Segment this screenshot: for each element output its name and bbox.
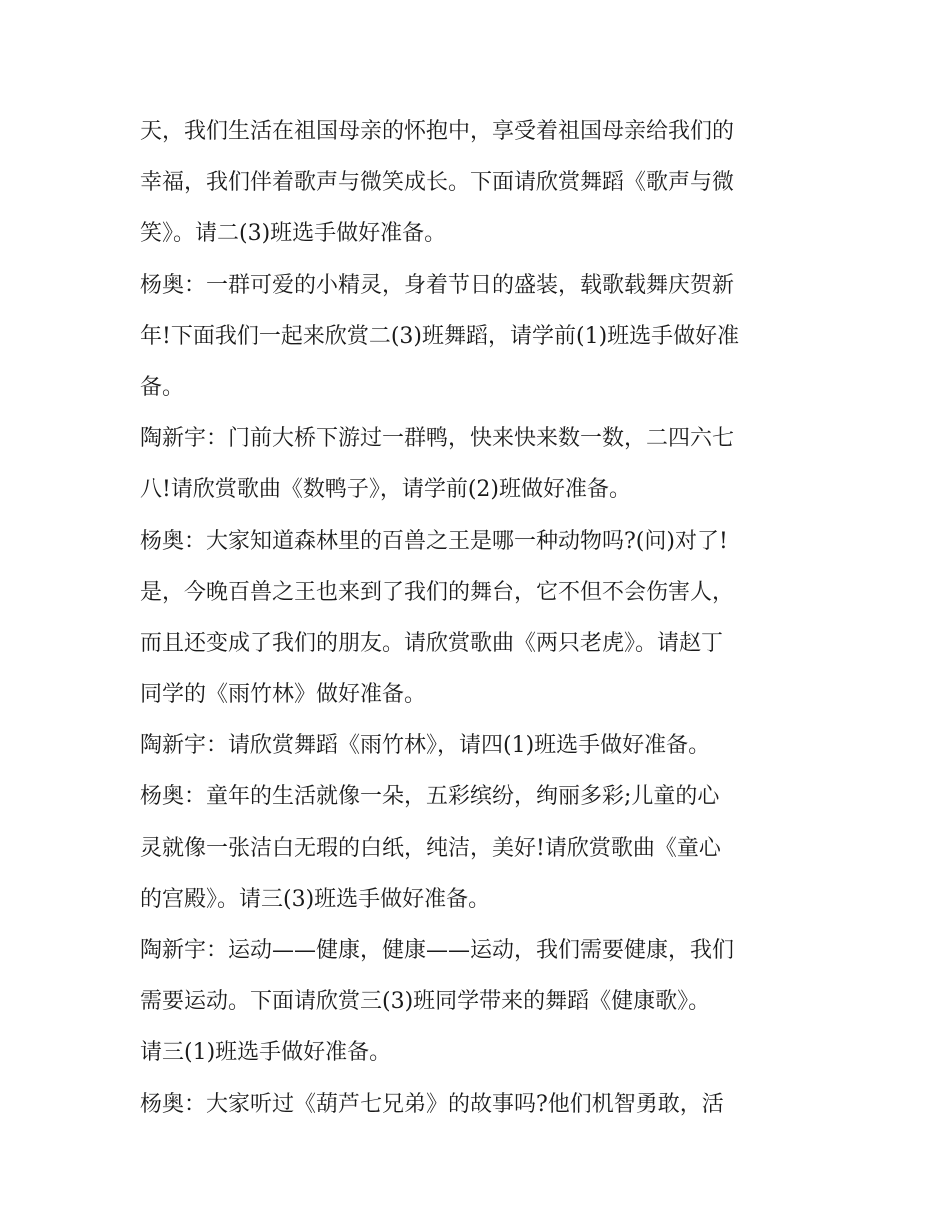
text-line: 杨奥：童年的生活就像一朵，五彩缤纷，绚丽多彩;儿童的心 <box>140 784 720 810</box>
text-line: 杨奥：大家知道森林里的百兽之王是哪一种动物吗?(问)对了! <box>140 528 728 554</box>
text-line: 是，今晚百兽之王也来到了我们的舞台，它不但不会伤害人， <box>140 579 735 605</box>
text-line: 陶新宇：门前大桥下游过一群鸭，快来快来数一数，二四六七 <box>140 426 735 452</box>
text-line: 幸福，我们伴着歌声与微笑成长。下面请欣赏舞蹈《歌声与微 <box>140 170 735 196</box>
text-line: 而且还变成了我们的朋友。请欣赏歌曲《两只老虎》。请赵丁 <box>140 630 724 656</box>
text-line: 请三(1)班选手做好准备。 <box>140 1040 392 1066</box>
text-line: 需要运动。下面请欣赏三(3)班同学带来的舞蹈《健康歌》。 <box>140 989 711 1015</box>
text-line: 天，我们生活在祖国母亲的怀抱中，享受着祖国母亲给我们的 <box>140 119 735 144</box>
text-line: 备。 <box>140 374 185 400</box>
text-line: 年!下面我们一起来欣赏二(3)班舞蹈，请学前(1)班选手做好准 <box>140 323 740 349</box>
text-line: 杨奥：一群可爱的小精灵，身着节日的盛装，载歌载舞庆贺新 <box>140 272 735 298</box>
text-line: 陶新宇：运动——健康，健康——运动，我们需要健康，我们 <box>140 938 735 963</box>
text-line: 八!请欣赏歌曲《数鸭子》，请学前(2)班做好准备。 <box>140 477 632 503</box>
text-line: 的宫殿》。请三(3)班选手做好准备。 <box>140 886 491 912</box>
document-body <box>140 106 820 1130</box>
text-line: 陶新宇：请欣赏舞蹈《雨竹林》，请四(1)班选手做好准备。 <box>140 733 711 759</box>
text-line: 杨奥：大家听过《葫芦七兄弟》的故事吗?他们机智勇敢，活 <box>140 1091 724 1117</box>
text-line: 同学的《雨竹林》做好准备。 <box>140 682 427 708</box>
text-line: 笑》。请二(3)班选手做好准备。 <box>140 221 447 247</box>
text-line: 灵就像一张洁白无瑕的白纸，纯洁，美好!请欣赏歌曲《童心 <box>140 835 721 861</box>
